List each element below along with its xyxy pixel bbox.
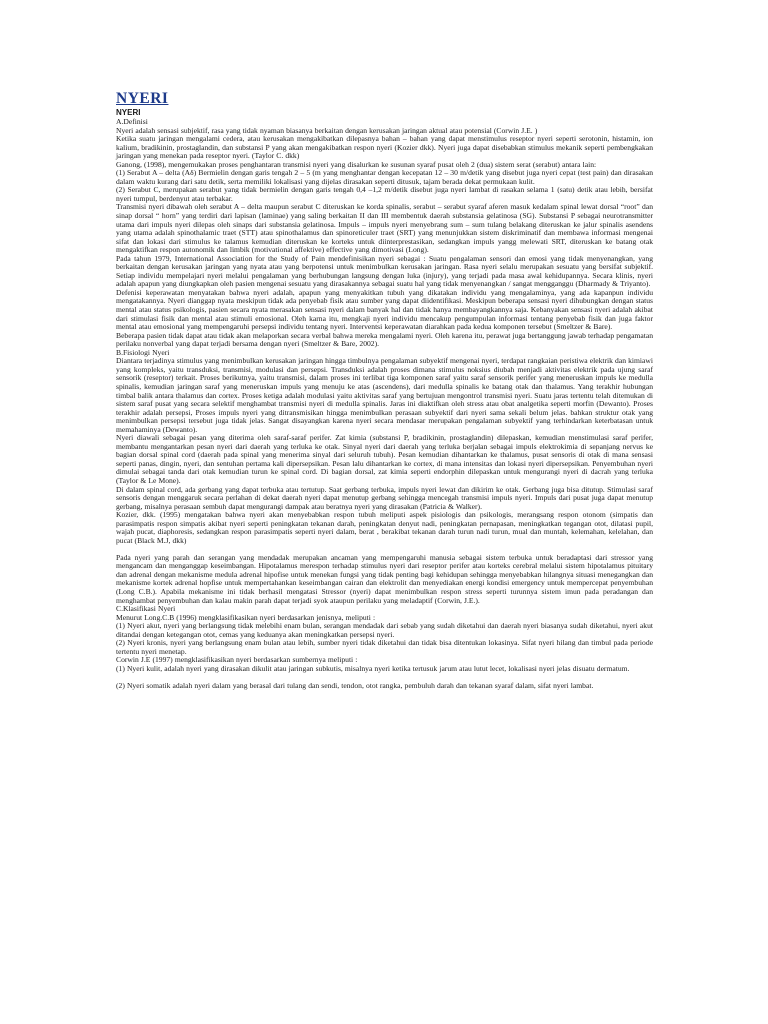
paragraph: Ganong, (1998), mengemukakan proses penghantaran transmisi nyeri yang disalurkan ke susunan syaraf pusat oleh 2 (dua) sistem serat (serabut) antara lain: <box>116 159 597 169</box>
paragraph: Kozier, dkk. (1995) mengatakan bahwa nyeri akan menyebabkan respon tubuh meliputi aspek pisiologis dan psikologis, merangsang respon otonom (simpatis dan parasimpatis respon simpatis akibat nyeri seperti peningkatan tekanan darah, peningkatan denyut nadi, peningkatan pernapasan, meningkatkan tegangan otot, dilatasi pupil, wajah pucat, diaphoresis, sedangkan respon parasimpatis seperti nyeri dalam, berat , berakibat tekanan darah turun nadi turun, mual dan muntah, kelemahan, kelelahan, dan pucat (Black M.J, dkk) <box>116 510 653 545</box>
list-item: (1) Nyeri akut, nyeri yang berlangsung tidak melebihi enam bulan, serangan mendadak dari sebab yang sudah diketahui dan daerah nyeri biasanya sudah diketahui, nyeri akut ditandai dengan ketegangan otot, cemas yang keduanya akan meningkatkan persepsi nyeri. <box>116 621 653 639</box>
paragraph: Pada nyeri yang parah dan serangan yang mendadak merupakan ancaman yang mempengaruhi manusia sebagai sistem terbuka untuk beradaptasi dari stressor yang mengancam dan menganggap keseimbangan. Hipotalamus merespon terhadap stimulus nyeri dari reseptor perifer atau korteks cerebral melalui sistem hipotalamus pituitary dan adrenal dengan mekanisme medula adrenal hipofise untuk menekan fungsi yang tidak penting bagi kehidupan sehingga menyebabkan hilangnya situasi menegangkan dan mekanisme kortek adrenal hopfise untuk mempertahankan keseimbangan cairan dan elektrolit dan menyediakan energi kondisi emergency untuk mempercepat penyembuhan (Long C.B.). Apabila mekanisme ini tidak berhasil mengatasi Stressor (nyeri) dapat menimbulkan respon stress seperti turunnya sistem imun pada peradangan dan menghambat penyembuhan dan kalau makin parah dapat terjadi syok ataupun perilaku yang meladaptif (Corwin, J.E.). <box>116 552 653 605</box>
paragraph: Corwin J.E (1997) mengklasifikasikan nyeri berdasarkan sumbernya meliputi : <box>116 655 358 665</box>
paragraph: Transmisi nyeri dibawah oleh serabut A – delta maupun serabut C diteruskan ke korda spinalis, serabut – serabut syaraf aferen masuk kedalam spinal lewat dorsal “root” dan sinap dorsal “ horn” yang terdiri dari lapisan (laminae) yang saling berkaitan II dan III membentuk daerah substansia gelatinosa (SG). Substansi P sebagai neurotransmitter utama dari impuls nyeri dilepas oleh sinaps dari substansia gelatinosa. Impuls – impuls nyeri menyebrang sum – sum tulang belakang diteruskan ke jalur spinalis asendens yang utama adalah spinothalamic traet (STT) atau spinothalamus dan spinoreticuler traet (SRT) yang menunjukkan sistem diskriminatif dan membawa informasi mengenai sifat dan lokasi dari stimulus ke talamus kemudian diteruskan ke korteks untuk diinterprestasikan, sedangkan impuls yangg melewati SRT, diteruskan ke batang otak mengaktifkan respon autonomik dan limbik (motivational affektive) effective yang dimotivasi (Long). <box>116 202 653 255</box>
list-item: (2) Nyeri somatik adalah nyeri dalam yang berasal dari tulang dan sendi, tendon, otot rangka, pembuluh darah dan tekanan syaraf dalam, sifat nyeri lambat. <box>116 681 594 690</box>
paragraph: Pada tahun 1979, International Association for the Study of Pain mendefinisikan nyeri sebagai : Suatu pengalaman sensori dan emosi yang tidak menyenangkan, yang berkaitan dengan kerusakan jaringan yang nyata atau yang berpotensi untuk menimbulkan kerusakan jaringan. Rasa nyeri selalu merupakan sesuatu yang bersifat subjektif. Setiap individu mempelajari nyeri melalui pengalaman yang berhubungan langsung dengan luka (injury), yang terjadi pada masa awal kehidupannya. Secara klinis, nyeri adalah apapun yang diungkapkan oleh pasien mengenai sesuatu yang dirasakannya sebagai suatu hal yang tidak menyenangkan / sangat mengganggu (Dharmady & Triyanto). <box>116 253 653 289</box>
section-heading: C.Klasifikasi Nyeri <box>116 604 176 614</box>
document-title[interactable]: NYERI <box>116 90 169 107</box>
paragraph: Nyeri adalah sensasi subjektif, rasa yang tidak nyaman biasanya berkaitan dengan kerusakan jaringan aktual atau potensial (Corwin J.E. ) <box>116 125 538 135</box>
paragraph: Di dalam spinal cord, ada gerbang yang dapat terbuka atau tertutup. Saat gerbang terbuka, impuls nyeri lewat dan dikirim ke otak. Gerbang juga bisa ditutup. Stimulasi saraf sensoris dengan menggaruk secara perlahan di dekat daerah nyeri dapat menutup gerbang sehingga mencegah transmisi impuls nyeri. Impuls dari pusat juga dapat menutup gerbang, misalnya perasaan sembuh dapat mengurangi dampak atau beratnya nyeri yang dirasakan (Patricia & Walker). <box>116 484 653 511</box>
document-subtitle: NYERI <box>116 108 141 117</box>
paragraph: Defenisi keperawatan menyatakan bahwa nyeri adalah, apapun yang menyakitkan tubuh yang dikatakan individu yang mengalaminya, yang ada kapanpun individu mengatakannya. Nyeri dianggap nyata meskipun tidak ada penyebab fisik atau sumber yang dapat diidentifikasi. Meskipun beberapa sensasi nyeri dihubungkan dengan status mental atau status psikologis, pasien secara nyata merasakan sensasi nyeri dalam banyak hal dan tidak hanya membayangkannya saja. Kebanyakan sensasi nyeri adalah akibat dari stimulasi fisik dan mental atau stimuli emosional. Oleh karna itu, mengkaji nyeri individu mencakup pengumpulan informasi tentang penyebab fisik dan juga faktor mental atau emosional yang mempengaruhi persepsi individu tentang nyeri. Interventsi keperawatan diarahkan pada kedua komponen tersebut (Smeltzer & Bare). <box>116 287 653 332</box>
document-body <box>116 118 653 691</box>
list-item: (2) Nyeri kronis, nyeri yang berlangsung enam bulan atau lebih, sumber nyeri tidak diketahui dan tidak bisa ditentukan lokasinya. Sifat nyeri hilang dan timbul pada periode tertentu nyeri menetap. <box>116 638 653 656</box>
paragraph: Beberapa pasien tidak dapat atau tidak akan melaporkan secara verbal bahwa mereka mengalami nyeri. Oleh karena itu, perawat juga bertanggung jawab terhadap pengamatan perilaku nonverbal yang dapat terjadi bersama dengan nyeri (Smeltzer & Bare, 2002). <box>116 330 653 349</box>
paragraph: Ketika suatu jaringan mengalami cedera, atau kerusakan mengakibatkan dilepasnya bahan – bahan yang dapat menstimulus reseptor nyeri seperti serotonin, histamin, ion kalium, bradikinin, prostaglandin, dan substansi P yang akan mengakibatkan respon nyeri (Kozier dkk). Nyeri juga dapat disebabkan stimulus mekanik seperti pembengkakan jaringan yang menekan pada reseptor nyeri. (Taylor C. dkk) <box>116 134 653 161</box>
paragraph: Diantara terjadinya stimulus yang menimbulkan kerusakan jaringan hingga timbulnya pengalaman subyektif mengenai nyeri, terdapat rangkaian peristiwa elektrik dan kimiawi yang kompleks, yaitu transduksi, transmisi, modulasi dan persepsi. Transduksi adalah proses dimana stimulus noksius diubah menjadi aktivitas elektrik pada ujung saraf sensorik (reseptor) terkait. Proses berikutnya, yaitu transmisi, dalam proses ini terlibat tiga komponen saraf yaitu saraf sensorik perifer yang meneruskan impuls ke medulla spinalis, kemudian jaringan saraf yang meneruskan impuls yang menuju ke atas (ascendens), dari medulla spinalis ke batang otak dan thalamus. Yang terakhir hubungan timbal balik antara thalamus dan cortex. Proses ketiga adalah modulasi yaitu aktivitas saraf yang bertujuan mengontrol transmisi nyeri. Suatu jaras tertentu telah ditemukan di sistem saraf pusat yang secara selektif menghambat transmisi nyeri di medulla spinalis. Jaras ini diaktifkan oleh stress atau obat analgetika seperti morfin (Dewanto). Proses terakhir adalah persepsi, Proses impuls nyeri yang ditransmisikan hingga menimbulkan perasaan subyektif dari nyeri sama sekali belum jelas. bahkan struktur otak yang menimbulkan persepsi tersebut juga tidak jelas. Sangat disayangkan karena nyeri secara mendasar merupakan pengalaman subyektif yang terhindarkan keterbatasan untuk memahaminya (Dewanto). <box>116 356 653 434</box>
paragraph: (2) Serabut C, merupakan serabut yang tidak bermielin dengan garis tengah 0,4 –1,2 m/detik disebut juga nyeri lambat di rasakan selama 1 (satu) detik atau lebih, bersifat nyeri tumpul, berdenyut atau terbakar. <box>116 185 653 203</box>
paragraph: Nyeri diawali sebagai pesan yang diterima oleh saraf-saraf perifer. Zat kimia (substansi P, bradikinin, prostaglandin) dilepaskan, kemudian menstimulasi saraf perifer, membantu mengantarkan pesan nyeri dari daerah yang terluka ke otak. Sinyal nyeri dari daerah yang terluka berjalan sebagai impuls elektrokimia di sepanjang nervus ke bagian dorsal spinal cord (daerah pada spinal yang menerima sinyal dari seluruh tubuh). Pesan kemudian dihantarkan ke thalamus, pusat sensoris di otak di mana sensasi seperti panas, dingin, nyeri, dan sentuhan pertama kali dipersepsikan. Pesan lalu dihantarkan ke cortex, di mana intensitas dan lokasi nyeri dipersepsikan. Penyembuhan nyeri dimulai sebagai tanda dari otak kemudian turun ke spinal cord. Di bagian dorsal, zat kimia seperti endorphin dilepaskan untuk mengurangi nyeri di dacrah yang terluka (Taylor & Le Mone). <box>116 433 653 485</box>
paragraph: Menurut Long.C.B (1996) mengklasifikasikan nyeri berdasarkan jenisnya, meliputi : <box>116 612 376 622</box>
document-page <box>116 90 653 691</box>
section-heading: A.Definisi <box>116 117 148 126</box>
paragraph: (1) Serabut A – delta (Aδ) Bermielin dengan garis tengah 2 – 5 (m yang menghantar dengan kecepatan 12 – 30 m/detik yang disebut juga nyeri cepat (test pain) dan dirasakan dalam waktu kurang dari satu detik, serta memiliki lokalisasi yang dijelas dirasakan seperti ditusuk, tajam berada dekat permukaan kulit. <box>116 168 653 186</box>
list-item: (1) Nyeri kulit, adalah nyeri yang dirasakan dikulit atau jaringan subkutis, misalnya nyeri ketika tertusuk jarum atau lutut lecet, lokalisasi nyeri jelas disuatu dermatum. <box>116 663 630 673</box>
section-heading: B.Fisiologi Nyeri <box>116 347 170 357</box>
